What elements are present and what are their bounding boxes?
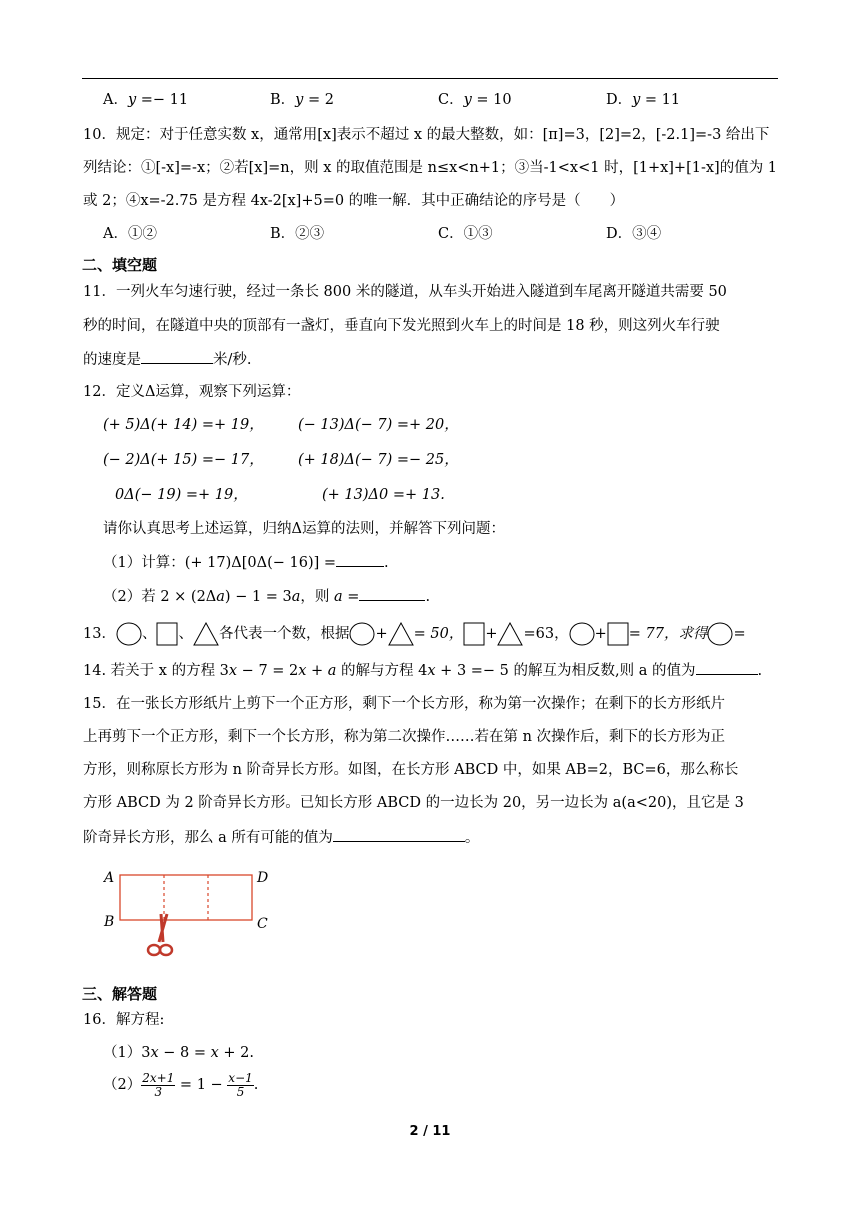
q12-part-1-text: （1）计算：(+ 17)Δ[0Δ(− 16)] = <box>103 555 337 571</box>
section-answer-title: 三、解答题 <box>82 985 158 1003</box>
q10-line-1: 10．规定：对于任意实数 x，通常用[x]表示不超过 x 的最大整数，如：[π]=3，[2]=2，[-2.1]=-3 给出下 <box>83 127 770 143</box>
label-c: C <box>257 916 268 932</box>
q12-part-2-blank[interactable] <box>359 586 425 601</box>
q16-part-2-label: （2） <box>103 1077 142 1093</box>
q13-sep-2: 、 <box>178 626 193 642</box>
q16-mid: = 1 − <box>175 1077 228 1093</box>
triangle-shape-icon <box>193 622 219 646</box>
q12-op-3: (− 2)Δ(+ 15) =− 17， <box>103 452 264 468</box>
q15-answer-blank[interactable] <box>333 827 465 842</box>
q14-text: 14. 若关于 x 的方程 3𝑥 − 7 = 2𝑥 + 𝑎 的解与方程 4𝑥 + 3 =− 5 的解互为相反数,则 a 的值为 <box>83 663 696 679</box>
q15-line-2: 上再剪下一个正方形，剩下一个长方形，称为第二次操作……若在第 n 次操作后，剩下的长方形为正 <box>83 729 726 745</box>
q10-line-3: 或 2；④x=-2.75 是方程 4x-2[x]+5=0 的唯一解．其中正确结论的序号是（ ） <box>83 193 625 209</box>
q10-line-2: 列结论：①[-x]=-x；②若[x]=n，则 x 的取值范围是 n≤x<n+1；③当-1<x<1 时，[1+x]+[1-x]的值为 1 <box>83 160 778 176</box>
q12-part-1 <box>103 552 803 573</box>
q16-frac-2-numerator: 𝑥−1 <box>228 1070 253 1085</box>
square-shape-icon <box>607 622 629 646</box>
q15-line-5 <box>83 827 783 848</box>
q13-plus-2: + <box>485 626 498 642</box>
q16-intro: 16．解方程: <box>83 1012 165 1028</box>
q13-number: 13． <box>83 626 116 642</box>
q13-plus-1: + <box>375 626 388 642</box>
circle-shape-icon <box>569 622 595 646</box>
q16-end: . <box>253 1077 259 1093</box>
q11-line-3-prefix: 的速度是 <box>83 352 141 368</box>
q9-option-b: B．𝑦 = 2 <box>270 92 334 108</box>
q12-op-4: (+ 18)Δ(− 7) =− 25， <box>298 452 459 468</box>
rectangle-outline <box>120 875 252 920</box>
q14-answer-blank[interactable] <box>696 660 758 675</box>
q16-frac-1-numerator: 2𝑥+1 <box>142 1070 175 1085</box>
rectangle-abcd-figure <box>103 862 283 960</box>
q16-frac-1-denominator: 3 <box>154 1084 163 1099</box>
q15-line-3: 方形，则称原长方形为 n 阶奇异长方形。如图，在长方形 ABCD 中，如果 AB=2，BC=6，那么称长 <box>83 762 739 778</box>
q16-fraction-2 <box>227 1072 253 1099</box>
q11-line-3 <box>83 349 783 370</box>
q13-eq-1: = 50， <box>413 626 464 642</box>
page-number: 2 / 11 <box>409 1124 451 1139</box>
circle-shape-icon <box>116 622 142 646</box>
q11-line-1: 11．一列火车匀速行驶，经过一条长 800 米的隧道，从车头开始进入隧道到车尾离开隧道共需要 50 <box>83 284 727 300</box>
label-a: A <box>104 870 115 886</box>
q10-option-d: D．③④ <box>606 226 662 242</box>
q15-line-4: 方形 ABCD 为 2 阶奇异长方形。已知长方形 ABCD 的一边长为 20，另一边长为 a(a<20)，且它是 3 <box>83 795 744 811</box>
q12-intro: 12．定义Δ运算，观察下列运算： <box>83 384 301 400</box>
q13-plus-3: + <box>594 626 607 642</box>
q10-option-a: A．①② <box>103 226 157 242</box>
label-d: D <box>257 870 269 886</box>
q13-eq-2: =63， <box>523 626 569 642</box>
header-rule <box>82 78 778 79</box>
q15-line-1: 15．在一张长方形纸片上剪下一个正方形，剩下一个长方形，称为第一次操作；在剩下的长方形纸片 <box>83 696 725 712</box>
q11-line-2: 秒的时间，在隧道中央的顶部有一盏灯，垂直向下发光照到火车上的时间是 18 秒，则这列火车行驶 <box>83 318 720 334</box>
q12-prompt: 请你认真思考上述运算，归纳Δ运算的法则，并解答下列问题： <box>103 521 505 537</box>
q12-op-6: (+ 13)Δ0 =+ 13. <box>322 487 445 503</box>
q11-answer-blank[interactable] <box>141 349 213 364</box>
q12-part-1-blank[interactable] <box>336 552 384 567</box>
q16-frac-2-denominator: 5 <box>236 1084 245 1099</box>
q12-op-1: (+ 5)Δ(+ 14) =+ 19， <box>103 417 264 433</box>
square-shape-icon <box>463 622 485 646</box>
q16-fraction-1 <box>141 1072 175 1099</box>
q10-option-c: C．①③ <box>438 226 493 242</box>
q12-part-2-suffix: . <box>425 589 431 605</box>
circle-shape-icon <box>349 622 375 646</box>
q9-option-c: C．𝑦 = 10 <box>438 92 512 108</box>
circle-shape-icon <box>707 622 733 646</box>
q14-suffix: . <box>757 663 763 679</box>
q15-line-5-text: 阶奇异长方形，那么 a 所有可能的值为 <box>83 830 333 846</box>
q10-option-b: B．②③ <box>270 226 325 242</box>
q13-eq-end: = <box>733 626 746 642</box>
triangle-shape-icon <box>497 622 523 646</box>
q11-line-3-suffix: 米/秒. <box>213 352 252 368</box>
q12-part-2 <box>103 586 803 607</box>
q9-option-d: D．𝑦 = 11 <box>606 92 681 108</box>
q9-option-a: A．𝑦 =− 11 <box>103 92 189 108</box>
section-fill-in-title: 二、填空题 <box>82 256 158 274</box>
q13-text-1: 各代表一个数，根据 <box>218 626 350 642</box>
q12-op-2: (− 13)Δ(− 7) =+ 20， <box>298 417 459 433</box>
q14-line <box>83 660 783 681</box>
q16-part-1: （1）3𝑥 − 8 = 𝑥 + 2. <box>103 1045 254 1061</box>
q13-line <box>83 621 783 647</box>
triangle-shape-icon <box>388 622 414 646</box>
q12-part-1-suffix: . <box>384 555 389 571</box>
q12-op-5: 0Δ(− 19) =+ 19， <box>115 487 248 503</box>
q12-part-2-text: （2）若 2 × (2Δ𝑎) − 1 = 3𝑎，则 𝑎 = <box>103 589 360 605</box>
square-shape-icon <box>156 622 178 646</box>
q13-eq-3: = 77，求得 <box>628 626 708 642</box>
q16-part-2 <box>103 1068 803 1102</box>
q15-line-5-suffix: 。 <box>464 830 480 846</box>
label-b: B <box>104 914 115 930</box>
q13-sep-1: 、 <box>141 626 157 642</box>
